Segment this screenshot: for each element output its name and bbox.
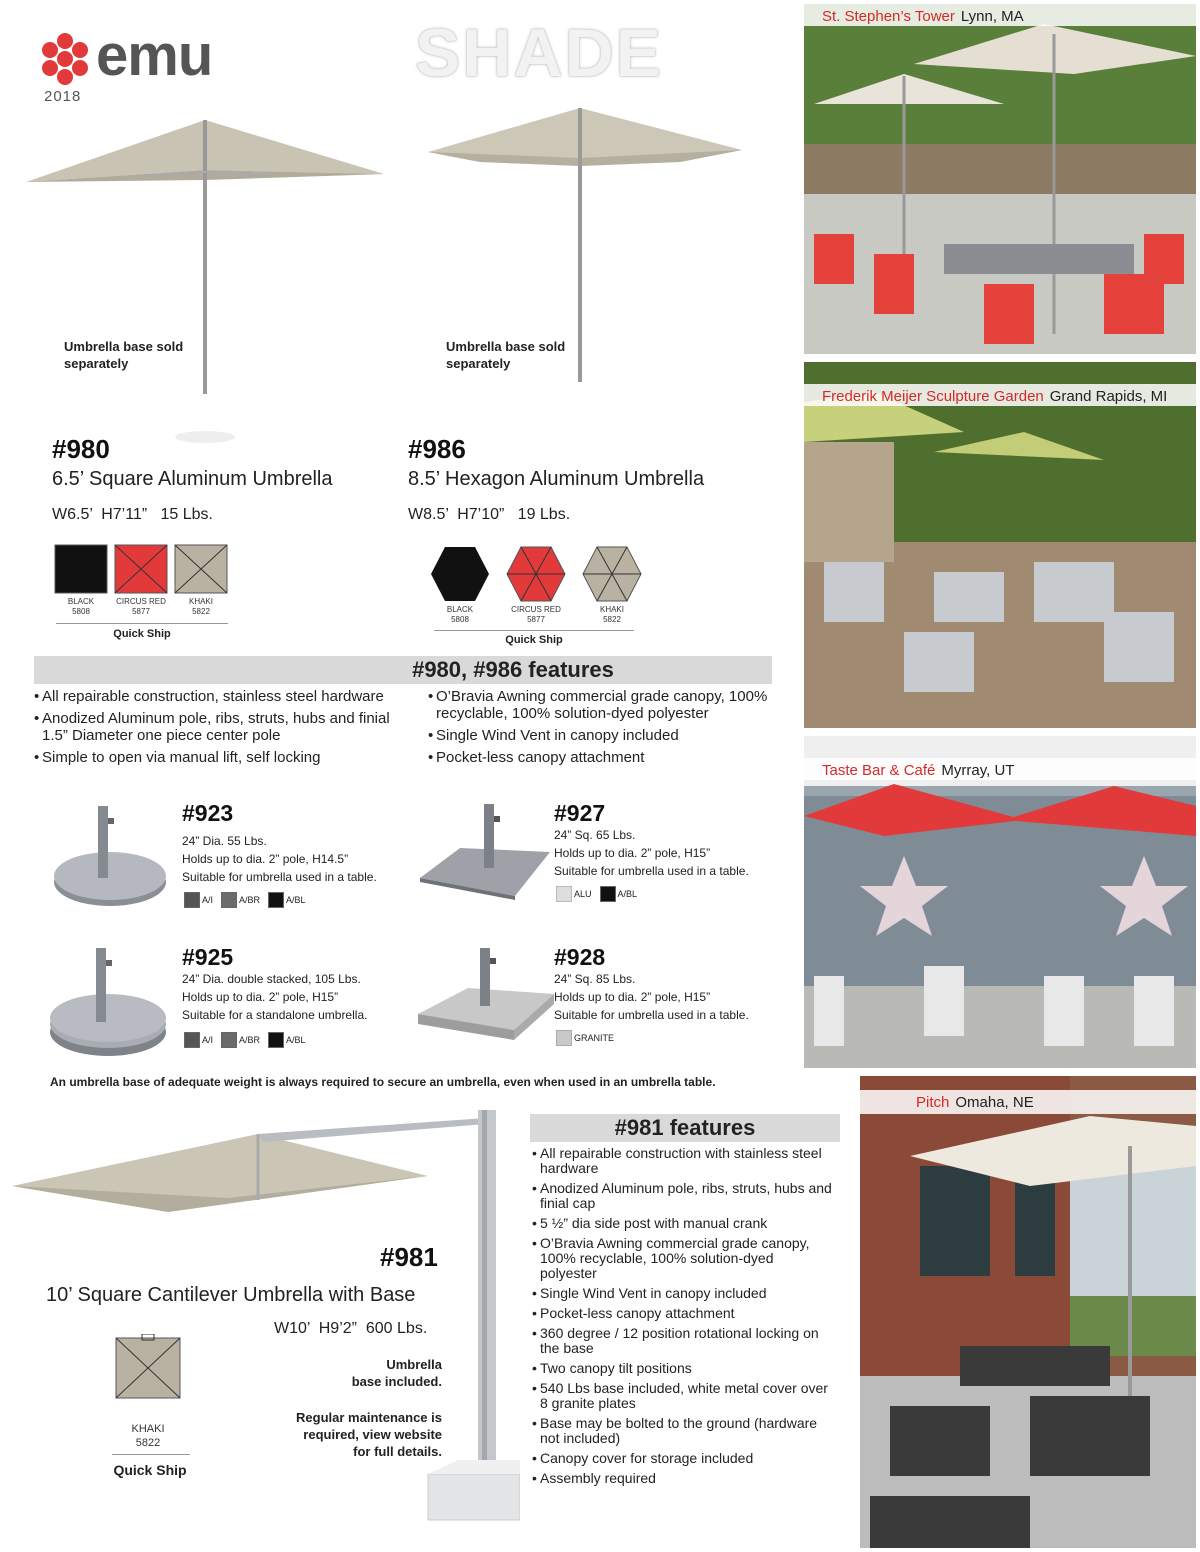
- model-927: #927: [554, 800, 606, 826]
- finish-swatch[interactable]: A/BL: [268, 1032, 306, 1048]
- finish-swatch[interactable]: GRANITE: [556, 1030, 614, 1046]
- divider: [56, 623, 228, 624]
- square-swatch-red-icon: [114, 544, 168, 594]
- feature-item: • All repairable construction, stainless steel hardware: [34, 688, 414, 705]
- features-980-986-left: [34, 688, 414, 771]
- dims-981: W10’ H9’2” 600 Lbs.: [274, 1320, 428, 1337]
- finish-swatch[interactable]: A/BR: [221, 1032, 260, 1048]
- swatches-980: [54, 544, 228, 617]
- photo-caption: Pitch Omaha, NE: [860, 1090, 1196, 1114]
- dims-986: W8.5’ H7’10” 19 Lbs.: [408, 506, 571, 523]
- base-923-image: [50, 800, 170, 910]
- patio-photo-image: [804, 4, 1196, 354]
- feature-item: • Base may be bolted to the ground (hardware not included): [532, 1416, 832, 1446]
- model-925: #925: [182, 944, 234, 970]
- model-928: #928: [554, 944, 606, 970]
- model-923: #923: [182, 800, 234, 826]
- features-981-title: #981 features: [530, 1114, 840, 1142]
- base-927-image: [420, 800, 550, 900]
- photo-taste-bar[interactable]: [804, 736, 1196, 1068]
- model-981: #981: [380, 1242, 438, 1272]
- model-986: #986: [408, 434, 466, 464]
- base-included-note: Umbrella base included.: [351, 1357, 442, 1389]
- swatch-label: KHAKI 5822: [188, 597, 213, 616]
- finish-swatch[interactable]: ALU: [556, 886, 592, 902]
- finish-swatch[interactable]: A/BR: [221, 892, 260, 908]
- feature-item: • Simple to open via manual lift, self locking: [34, 749, 414, 766]
- brand-name: emu: [96, 23, 213, 88]
- feature-item: • Pocket-less canopy attachment: [428, 749, 788, 766]
- swatch-label: CIRCUS RED 5877: [511, 605, 561, 624]
- product-name-980: 6.5’ Square Aluminum Umbrella: [52, 468, 333, 490]
- swatch-label: KHAKI 5822: [599, 605, 624, 624]
- square-swatch-khaki-icon[interactable]: [114, 1334, 182, 1400]
- hexagon-swatch-khaki-icon: [582, 546, 642, 602]
- base-note-986: Umbrella base sold separately: [446, 339, 566, 371]
- photo-caption: Frederik Meijer Sculpture Garden Grand Rapids, MI: [804, 384, 1196, 406]
- finish-swatch[interactable]: A/BL: [600, 886, 638, 902]
- finish-swatch[interactable]: A/I: [184, 892, 213, 908]
- finishes-925: [184, 1032, 314, 1048]
- swatch-label: BLACK 5808: [67, 597, 95, 616]
- umbrella-980-image: [20, 112, 390, 452]
- hexagon-swatch-red-icon: [506, 546, 566, 602]
- swatches-986: [430, 546, 642, 625]
- photo-st-stephens[interactable]: [804, 4, 1196, 354]
- swatch-khaki[interactable]: [582, 546, 642, 625]
- feature-item: • Single Wind Vent in canopy included: [532, 1286, 832, 1301]
- emu-flower-icon: [38, 32, 92, 86]
- feature-item: • O’Bravia Awning commercial grade canopy, 100% recyclable, 100% solution-dyed polyester: [532, 1236, 832, 1281]
- feature-item: • Pocket-less canopy attachment: [532, 1306, 832, 1321]
- features-980-986-right: [428, 688, 788, 771]
- finishes-923: [184, 892, 314, 908]
- photo-caption: Taste Bar & Café Myrray, UT: [804, 758, 1196, 780]
- photo-caption: St. Stephen’s Tower Lynn, MA: [804, 4, 1196, 26]
- feature-item: • Single Wind Vent in canopy included: [428, 727, 788, 744]
- emu-logo[interactable]: [38, 23, 268, 88]
- finish-swatch[interactable]: A/I: [184, 1032, 213, 1048]
- patio-photo-image: [804, 362, 1196, 728]
- base-928-image: [418, 944, 554, 1044]
- desc-925: 24” Dia. double stacked, 105 Lbs. Holds up to dia. 2” pole, H15” Suitable for a standalone umbrella.: [182, 972, 368, 1022]
- features-981-list: [532, 1146, 832, 1491]
- feature-item: • 360 degree / 12 position rotational locking on the base: [532, 1326, 832, 1356]
- page-title: SHADE: [415, 15, 664, 91]
- product-name-981: 10’ Square Cantilever Umbrella with Base: [46, 1284, 416, 1306]
- base-warning: An umbrella base of adequate weight is always required to secure an umbrella, even when used in an umbrella table.: [50, 1075, 716, 1089]
- desc-928: 24” Sq. 85 Lbs. Holds up to dia. 2” pole, H15” Suitable for umbrella used in a table.: [554, 972, 749, 1022]
- finishes-927: [556, 886, 645, 902]
- feature-item: • Assembly required: [532, 1471, 832, 1486]
- feature-item: • All repairable construction with stainless steel hardware: [532, 1146, 832, 1176]
- product-name-986: 8.5’ Hexagon Aluminum Umbrella: [408, 468, 705, 490]
- finishes-928: [556, 1030, 622, 1046]
- base-note-980: Umbrella base sold separately: [64, 339, 184, 371]
- catalog-year: 2018: [44, 88, 82, 105]
- model-980: #980: [52, 434, 110, 464]
- photo-pitch[interactable]: [860, 1076, 1196, 1548]
- base-925-image: [46, 944, 170, 1059]
- swatch-circus-red[interactable]: [506, 546, 566, 625]
- swatch-circus-red[interactable]: [114, 544, 168, 617]
- hexagon-swatch-black-icon: [430, 546, 490, 602]
- square-swatch-black-icon: [54, 544, 108, 594]
- feature-item: • 5 ½” dia side post with manual crank: [532, 1216, 832, 1231]
- feature-item: • 540 Lbs base included, white metal cover over 8 granite plates: [532, 1381, 832, 1411]
- feature-item: • O’Bravia Awning commercial grade canopy, 100% recyclable, 100% solution-dyed polyester: [428, 688, 788, 722]
- patio-photo-image: [860, 1076, 1196, 1548]
- swatch-label: BLACK 5808: [446, 605, 474, 624]
- photo-meijer-garden[interactable]: [804, 362, 1196, 728]
- feature-item: • Anodized Aluminum pole, ribs, struts, hubs and finial cap: [532, 1181, 832, 1211]
- feature-item: • Two canopy tilt positions: [532, 1361, 832, 1376]
- feature-item: • Canopy cover for storage included: [532, 1451, 832, 1466]
- swatch-black[interactable]: [430, 546, 490, 625]
- quick-ship-986: Quick Ship: [505, 634, 563, 646]
- finish-swatch[interactable]: A/BL: [268, 892, 306, 908]
- swatch-black[interactable]: [54, 544, 108, 617]
- swatch-label: CIRCUS RED 5877: [116, 597, 166, 616]
- quick-ship-980: Quick Ship: [113, 628, 171, 640]
- swatch-khaki[interactable]: [174, 544, 228, 617]
- maintenance-note: Regular maintenance is required, view website for full details.: [296, 1410, 442, 1459]
- swatch-label-981: KHAKI 5822: [131, 1423, 165, 1449]
- umbrella-981-image: [8, 1104, 520, 1544]
- divider: [112, 1454, 190, 1455]
- dims-980: W6.5’ H7’11” 15 Lbs.: [52, 506, 213, 523]
- desc-927: 24” Sq. 65 Lbs. Holds up to dia. 2” pole, H15” Suitable for umbrella used in a table.: [554, 828, 749, 878]
- feature-item: • Anodized Aluminum pole, ribs, struts, hubs and finial 1.5” Diameter one piece center pole: [34, 710, 414, 744]
- patio-photo-image: [804, 736, 1196, 1068]
- features-980-986-title: #980, #986 features: [34, 656, 772, 684]
- desc-923: 24” Dia. 55 Lbs. Holds up to dia. 2” pole, H14.5” Suitable for umbrella used in a table.: [182, 834, 377, 884]
- square-swatch-khaki-icon: [174, 544, 228, 594]
- divider: [434, 630, 634, 631]
- quick-ship-981: Quick Ship: [113, 1462, 187, 1478]
